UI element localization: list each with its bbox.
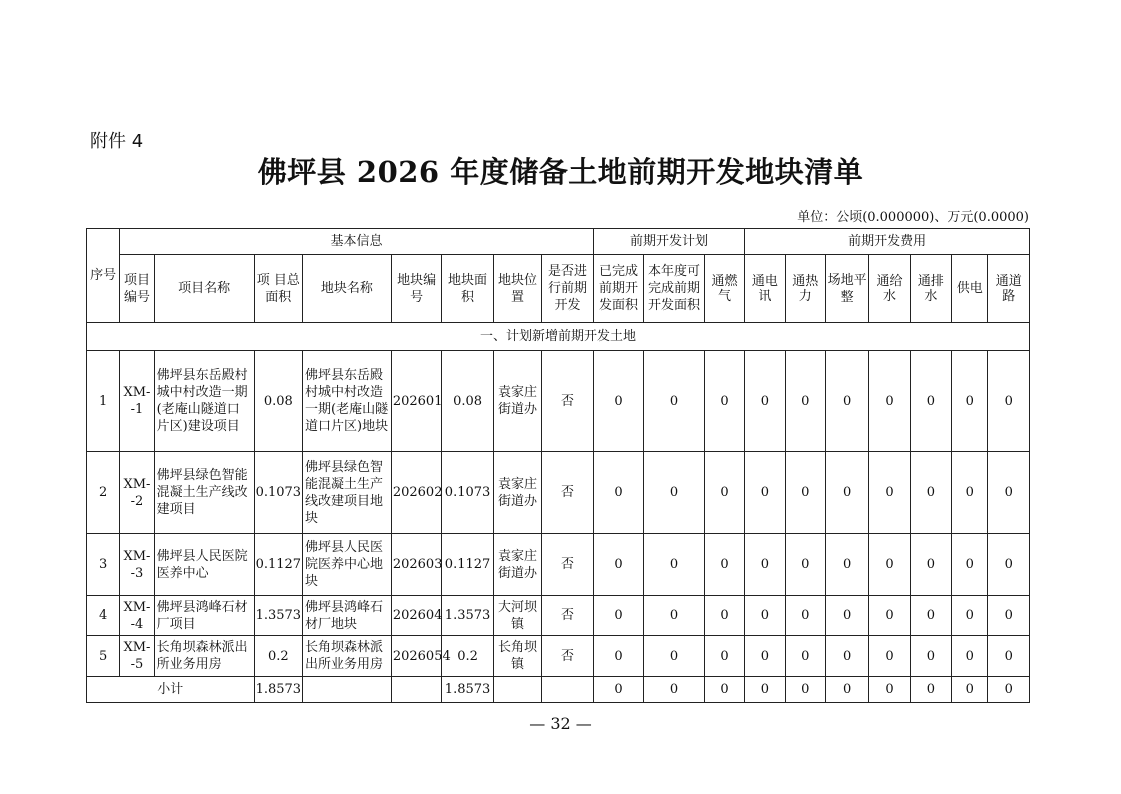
cell-water-supply: 0 — [869, 534, 910, 596]
cell-plot-no: 202603 — [391, 534, 441, 596]
cell-telecom: 0 — [745, 351, 785, 452]
cell-power: 0 — [952, 351, 988, 452]
cell-location: 袁家庄街道办 — [493, 452, 541, 534]
table-row — [87, 534, 1030, 596]
cell-done-area: 0 — [593, 596, 643, 636]
subtotal-drainage: 0 — [910, 677, 951, 703]
cell-road: 0 — [988, 596, 1030, 636]
cell-leveling: 0 — [825, 596, 868, 636]
cell-water-supply: 0 — [869, 452, 910, 534]
cell-road: 0 — [988, 636, 1030, 677]
cell-plot-no: 202601 — [391, 351, 441, 452]
subtotal-telecom: 0 — [745, 677, 785, 703]
cell-water-supply: 0 — [869, 636, 910, 677]
cell-plot-name: 佛坪县绿色智能混凝土生产线改建项目地块 — [303, 452, 392, 534]
cell-plot-name: 长角坝森林派出所业务用房 — [303, 636, 392, 677]
subtotal-done-area: 0 — [593, 677, 643, 703]
subtotal-plot-name — [303, 677, 392, 703]
cell-plot-area: 1.3573 — [442, 596, 493, 636]
cell-year-area: 0 — [644, 596, 705, 636]
cell-plot-name: 佛坪县东岳殿村城中村改造一期(老庵山隧道口片区)地块 — [303, 351, 392, 452]
table-row — [87, 351, 1030, 452]
cell-proj-name: 佛坪县绿色智能混凝土生产线改建项目 — [154, 452, 254, 534]
page-title: 佛坪县 2026 年度储备土地前期开发地块清单 — [257, 155, 864, 189]
cell-drainage: 0 — [910, 534, 951, 596]
subtotal-heat: 0 — [785, 677, 825, 703]
cell-year-area: 0 — [644, 351, 705, 452]
cell-location: 袁家庄街道办 — [493, 351, 541, 452]
subtotal-gas: 0 — [704, 677, 744, 703]
cell-location: 长角坝镇 — [493, 636, 541, 677]
cell-plot-no: 202604 — [391, 596, 441, 636]
subtotal-row — [87, 677, 1030, 703]
cell-drainage: 0 — [910, 636, 951, 677]
cell-water-supply: 0 — [869, 351, 910, 452]
subtotal-road: 0 — [988, 677, 1030, 703]
cell-year-area: 0 — [644, 636, 705, 677]
cell-heat: 0 — [785, 534, 825, 596]
unit-note: 单位：公顷(0.000000)、万元(0.0000) — [797, 210, 1029, 225]
table-row — [87, 596, 1030, 636]
header-plot-no: 地块编号 — [391, 255, 441, 323]
cell-seq: 5 — [87, 636, 120, 677]
cell-leveling: 0 — [825, 452, 868, 534]
header-drainage: 通排水 — [910, 255, 951, 323]
cell-done-area: 0 — [593, 534, 643, 596]
cell-road: 0 — [988, 452, 1030, 534]
header-seq: 序号 — [87, 229, 120, 323]
header-power: 供电 — [952, 255, 988, 323]
page-number: — 32 — — [529, 714, 592, 733]
cell-seq: 1 — [87, 351, 120, 452]
cell-dev-flag: 否 — [542, 636, 594, 677]
cell-proj-no: XM--1 — [120, 351, 154, 452]
subtotal-label: 小计 — [87, 677, 255, 703]
header-plot-name: 地块名称 — [303, 255, 392, 323]
header-group-cost: 前期开发费用 — [745, 229, 1030, 255]
cell-heat: 0 — [785, 351, 825, 452]
cell-road: 0 — [988, 534, 1030, 596]
cell-leveling: 0 — [825, 534, 868, 596]
cell-done-area: 0 — [593, 351, 643, 452]
cell-telecom: 0 — [745, 596, 785, 636]
cell-seq: 2 — [87, 452, 120, 534]
cell-gas: 0 — [704, 351, 744, 452]
subtotal-power: 0 — [952, 677, 988, 703]
cell-gas: 0 — [704, 452, 744, 534]
cell-gas: 0 — [704, 636, 744, 677]
cell-power: 0 — [952, 452, 988, 534]
cell-gas: 0 — [704, 596, 744, 636]
cell-plot-area: 0.1127 — [442, 534, 493, 596]
header-year-area: 本年度可完成前期开发面积 — [644, 255, 705, 323]
cell-year-area: 0 — [644, 534, 705, 596]
cell-power: 0 — [952, 636, 988, 677]
cell-proj-name: 佛坪县鸿峰石材厂项目 — [154, 596, 254, 636]
header-dev-flag: 是否进行前期开发 — [542, 255, 594, 323]
cell-seq: 4 — [87, 596, 120, 636]
header-heat: 通热力 — [785, 255, 825, 323]
cell-plot-no: 202602 — [391, 452, 441, 534]
cell-drainage: 0 — [910, 596, 951, 636]
cell-proj-no: XM--3 — [120, 534, 154, 596]
subtotal-plot-no — [391, 677, 441, 703]
header-proj-no: 项目编号 — [120, 255, 154, 323]
cell-dev-flag: 否 — [542, 534, 594, 596]
header-total-area: 项 目总面积 — [254, 255, 302, 323]
cell-telecom: 0 — [745, 452, 785, 534]
table-row — [87, 452, 1030, 534]
cell-plot-name: 佛坪县鸿峰石材厂地块 — [303, 596, 392, 636]
cell-heat: 0 — [785, 452, 825, 534]
cell-dev-flag: 否 — [542, 452, 594, 534]
header-plot-area: 地块面积 — [442, 255, 493, 323]
attachment-label: 附件 4 — [90, 131, 144, 152]
header-telecom: 通电讯 — [745, 255, 785, 323]
cell-plot-name: 佛坪县人民医院医养中心地块 — [303, 534, 392, 596]
cell-total-area: 0.1127 — [254, 534, 302, 596]
header-group-basic: 基本信息 — [120, 229, 593, 255]
header-done-area: 已完成前期开发面积 — [593, 255, 643, 323]
cell-total-area: 0.08 — [254, 351, 302, 452]
cell-plot-area: 0.2 — [442, 636, 493, 677]
header-road: 通道路 — [988, 255, 1030, 323]
cell-dev-flag: 否 — [542, 351, 594, 452]
cell-plot-no: 2026054 — [391, 636, 441, 677]
header-leveling: 场地平整 — [825, 255, 868, 323]
header-location: 地块位置 — [493, 255, 541, 323]
cell-proj-name: 长角坝森林派出所业务用房 — [154, 636, 254, 677]
cell-seq: 3 — [87, 534, 120, 596]
cell-power: 0 — [952, 596, 988, 636]
subtotal-water-supply: 0 — [869, 677, 910, 703]
land-plot-table — [86, 228, 1030, 703]
cell-location: 袁家庄街道办 — [493, 534, 541, 596]
cell-done-area: 0 — [593, 452, 643, 534]
cell-drainage: 0 — [910, 351, 951, 452]
cell-total-area: 0.1073 — [254, 452, 302, 534]
table-row — [87, 636, 1030, 677]
cell-heat: 0 — [785, 596, 825, 636]
cell-year-area: 0 — [644, 452, 705, 534]
cell-telecom: 0 — [745, 534, 785, 596]
cell-done-area: 0 — [593, 636, 643, 677]
cell-total-area: 1.3573 — [254, 596, 302, 636]
cell-gas: 0 — [704, 534, 744, 596]
cell-power: 0 — [952, 534, 988, 596]
section-new-land: 一、计划新增前期开发土地 — [87, 323, 1030, 351]
subtotal-plot-area: 1.8573 — [442, 677, 493, 703]
cell-total-area: 0.2 — [254, 636, 302, 677]
header-proj-name: 项目名称 — [154, 255, 254, 323]
cell-leveling: 0 — [825, 636, 868, 677]
cell-proj-no: XM--2 — [120, 452, 154, 534]
cell-water-supply: 0 — [869, 596, 910, 636]
header-gas: 通燃气 — [704, 255, 744, 323]
cell-road: 0 — [988, 351, 1030, 452]
cell-proj-no: XM--5 — [120, 636, 154, 677]
cell-dev-flag: 否 — [542, 596, 594, 636]
subtotal-location — [493, 677, 541, 703]
header-group-plan: 前期开发计划 — [593, 229, 744, 255]
subtotal-total-area: 1.8573 — [254, 677, 302, 703]
header-water-supply: 通给水 — [869, 255, 910, 323]
cell-proj-name: 佛坪县人民医院医养中心 — [154, 534, 254, 596]
cell-drainage: 0 — [910, 452, 951, 534]
cell-leveling: 0 — [825, 351, 868, 452]
cell-plot-area: 0.08 — [442, 351, 493, 452]
cell-proj-no: XM--4 — [120, 596, 154, 636]
cell-telecom: 0 — [745, 636, 785, 677]
subtotal-leveling: 0 — [825, 677, 868, 703]
cell-location: 大河坝镇 — [493, 596, 541, 636]
cell-plot-area: 0.1073 — [442, 452, 493, 534]
cell-proj-name: 佛坪县东岳殿村城中村改造一期(老庵山隧道口片区)建设项目 — [154, 351, 254, 452]
subtotal-year-area: 0 — [644, 677, 705, 703]
subtotal-dev-flag — [542, 677, 594, 703]
cell-heat: 0 — [785, 636, 825, 677]
